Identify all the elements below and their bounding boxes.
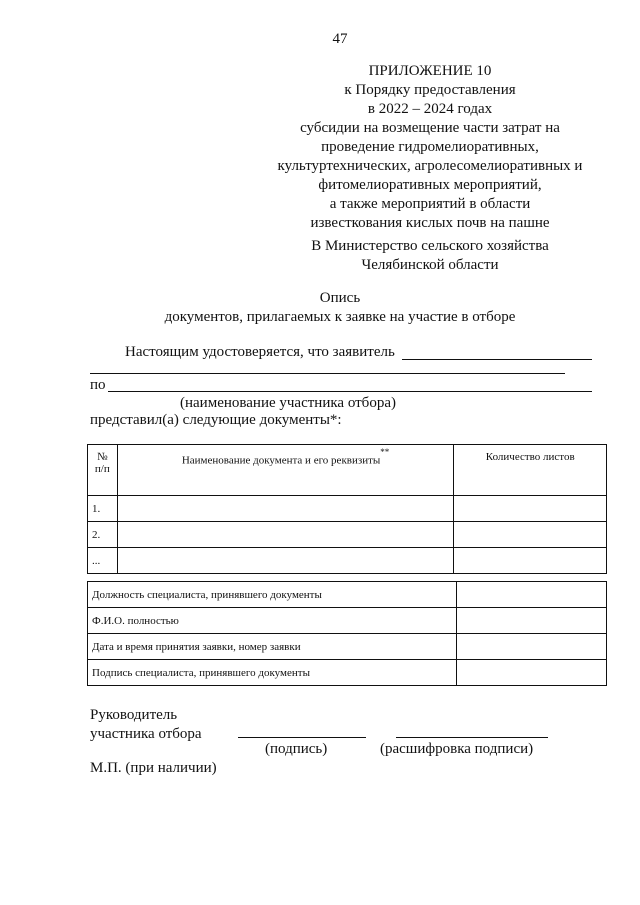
header-name-text: Наименование документа и его реквизиты [181, 454, 381, 467]
info-value-cell[interactable] [457, 660, 607, 686]
addressee-line: Челябинской области [361, 257, 499, 273]
signature-decode-line[interactable] [396, 737, 548, 738]
addressee-line: В Министерство сельского хозяйства [311, 238, 549, 254]
addressee [270, 237, 590, 275]
appendix-line: субсидии на возмещение части затрат на [300, 120, 560, 136]
appendix-line: проведение гидромелиоративных, [321, 139, 539, 155]
appendix-title: ПРИЛОЖЕНИЕ 10 [368, 63, 492, 79]
acceptance-table [87, 581, 607, 686]
info-row [88, 660, 607, 686]
info-label: Подпись специалиста, принявшего документы [88, 660, 457, 686]
row-count-cell[interactable] [454, 496, 607, 522]
po-label: по [90, 377, 106, 393]
signature-caption: (подпись) [265, 741, 328, 757]
info-value-cell[interactable] [457, 634, 607, 660]
header-name [117, 445, 454, 496]
appendix-line: в 2022 – 2024 годах [367, 101, 493, 117]
table-row [88, 522, 607, 548]
stamp-label: М.П. (при наличии) [90, 760, 217, 776]
row-name-cell[interactable] [117, 548, 454, 574]
header-num: № п/п [88, 445, 118, 496]
appendix-line: культуртехнических, агролесомелиоративных и [277, 158, 583, 174]
info-value-cell[interactable] [457, 582, 607, 608]
row-num: 2. [88, 522, 118, 548]
table-header-row [88, 445, 607, 496]
row-num: ... [88, 548, 118, 574]
submitted-text: представил(а) следующие документы*: [90, 412, 342, 428]
row-name-cell[interactable] [117, 522, 454, 548]
document-title-line: Опись [319, 290, 361, 306]
document-title [130, 289, 550, 327]
head-title-line: участника отбора [90, 726, 202, 742]
info-value-cell[interactable] [457, 608, 607, 634]
head-title [90, 706, 202, 744]
table-row [88, 496, 607, 522]
row-name-cell[interactable] [117, 496, 454, 522]
head-title-line: Руководитель [90, 707, 178, 723]
applicant-field-line[interactable] [402, 359, 592, 360]
appendix-line: фитомелиоративных мероприятий, [318, 177, 542, 193]
table-row [88, 548, 607, 574]
appendix-line: известкования кислых почв на пашне [310, 215, 550, 231]
row-count-cell[interactable] [454, 522, 607, 548]
document-title-line: документов, прилагаемых к заявке на участие в отборе [164, 309, 516, 325]
documents-table [87, 444, 607, 574]
info-row [88, 608, 607, 634]
po-field-line[interactable] [108, 391, 592, 392]
appendix-block [270, 62, 590, 233]
row-count-cell[interactable] [454, 548, 607, 574]
row-num: 1. [88, 496, 118, 522]
signature-line[interactable] [238, 737, 366, 738]
page-number: 47 [332, 31, 348, 47]
applicant-field-line-2[interactable] [90, 373, 565, 374]
signature-decode-caption: (расшифровка подписи) [380, 741, 534, 757]
header-count: Количество листов [454, 445, 607, 496]
appendix-line: а также мероприятий в области [329, 196, 531, 212]
info-label: Должность специалиста, принявшего документы [88, 582, 457, 608]
participant-caption: (наименование участника отбора) [180, 395, 396, 411]
info-label: Ф.И.О. полностью [88, 608, 457, 634]
info-row [88, 634, 607, 660]
info-row [88, 582, 607, 608]
appendix-line: к Порядку предоставления [344, 82, 516, 98]
info-label: Дата и время принятия заявки, номер заявки [88, 634, 457, 660]
certify-text: Настоящим удостоверяется, что заявитель [125, 344, 395, 360]
header-name-mark: ** [380, 447, 390, 457]
